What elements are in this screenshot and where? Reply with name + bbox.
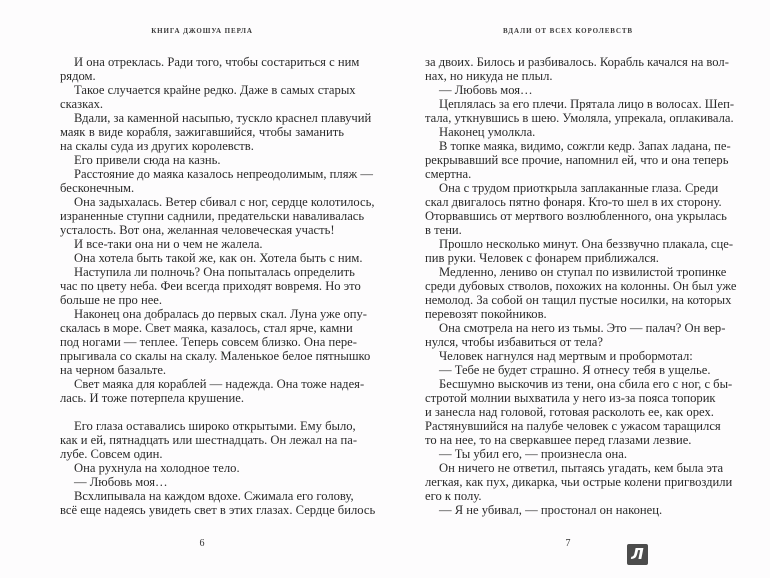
text-line: Прошло несколько минут. Она беззвучно плакала, сце- <box>439 237 734 251</box>
text-line: Растянувшийся на палубе человек с ужасом таращился <box>425 419 721 433</box>
text-line: Она смотрела на него из тьмы. Это — палач? Он вер- <box>439 321 726 335</box>
text-line: Медленно, лениво он ступал по извилистой тропинке <box>439 265 727 279</box>
text-line: — Любовь моя… <box>74 475 168 489</box>
text-line: на скалы суда из других королевств. <box>60 139 254 153</box>
text-line: — Я не убивал, — простонал он наконец. <box>439 503 663 517</box>
page-number-right: 7 <box>565 538 571 549</box>
text-line: прыгивала со скалы на скалу. Маленькое белое пятнышко <box>60 349 371 363</box>
text-line: Такое случается крайне редко. Даже в самых старых <box>74 83 356 97</box>
text-line: в тени. <box>425 223 462 237</box>
text-line: скал двигалось пятно фонаря. Кто-то шел в их сторону. <box>425 195 722 209</box>
text-line: И все-таки она ни о чем не жалела. <box>74 237 263 251</box>
text-line: час по цвету неба. Феи всегда приходят вовремя. Но это <box>60 279 361 293</box>
text-line: израненные ступни саднили, предательски наваливалась <box>60 209 365 223</box>
text-line: среди дубовых стволов, похожих на колонны. Он был уже <box>425 279 737 293</box>
text-line: его к полу. <box>425 489 482 503</box>
text-line: Она задыхалась. Ветер сбивал с ног, сердце колотилось, <box>74 195 375 209</box>
text-line: как и ей, пятнадцать или шестнадцать. Он лежал на па- <box>60 433 358 447</box>
text-line: нулся, чтобы избавиться от тела? <box>425 335 603 349</box>
text-line: перевозят покойников. <box>425 307 547 321</box>
text-line: всё еще надеясь увидеть свет в этих глазах. Сердце билось <box>60 503 376 517</box>
text-line: Оторвавшись от мертвого возлюбленного, она укрылась <box>425 209 727 223</box>
text-line: на черном базальте. <box>60 363 167 377</box>
text-line: — Любовь моя… <box>439 83 533 97</box>
text-line: Его привели сюда на казнь. <box>74 153 221 167</box>
text-line: рядом. <box>60 69 96 83</box>
text-line: немолод. За собой он тащил пустые носилки, на которых <box>425 293 732 307</box>
running-head-right: ВДАЛИ ОТ ВСЕХ КОРОЛЕВСТВ <box>503 27 633 35</box>
right-page <box>425 0 737 578</box>
text-line: нах, но никуда не плыл. <box>425 69 553 83</box>
text-line: И она отреклась. Ради того, чтобы состариться с ним <box>74 55 360 69</box>
text-line: легкая, как пух, дикарка, чьи острые колени пригвоздили <box>425 475 733 489</box>
text-line: рекрывавший все прочие, напомнил ей, что и она теперь <box>425 153 729 167</box>
text-line: бесконечным. <box>60 181 135 195</box>
text-line: Всхлипывала на каждом вдохе. Сжимала его голову, <box>74 489 354 503</box>
text-line: — Ты убил его, — произнесла она. <box>439 447 627 461</box>
text-line: Расстояние до маяка казалось непреодолимым, пляж — <box>74 167 373 181</box>
text-line: Она рухнула на холодное тело. <box>74 461 240 475</box>
text-line: Она хотела быть такой же, как он. Хотела быть с ним. <box>74 251 363 265</box>
text-line: Наступила ли полночь? Она попыталась определить <box>74 265 355 279</box>
text-line: Наконец она добралась до первых скал. Луна уже опу- <box>74 307 367 321</box>
text-line: Его глаза оставались широко открытыми. Ему было, <box>74 419 356 433</box>
left-page <box>60 0 376 578</box>
text-line: Свет маяка для кораблей — надежда. Она тоже надея- <box>74 377 365 391</box>
text-line: пив руки. Человек с фонарем приближался. <box>425 251 659 265</box>
text-line: Бесшумно выскочив из тени, она сбила его с ног, с бы- <box>439 377 733 391</box>
text-line: то на нее, то на сверкавшее перед глазами лезвие. <box>425 433 692 447</box>
text-line: смертна. <box>425 167 472 181</box>
text-line: лубе. Совсем один. <box>60 447 163 461</box>
text-line: Цеплялась за его плечи. Прятала лицо в волосах. Шеп- <box>439 97 735 111</box>
page-number-left: 6 <box>199 538 205 549</box>
labirint-logo-icon: Л <box>627 544 648 565</box>
text-line: скалась в море. Свет маяка, казалось, стал ярче, камни <box>60 321 353 335</box>
left-page-text <box>60 55 376 517</box>
running-head-left: КНИГА ДЖОШУА ПЕРЛА <box>151 27 253 35</box>
text-line: маяк в виде корабля, зажигавшийся, чтобы заманить <box>60 125 344 139</box>
paragraph-gap <box>60 405 344 419</box>
right-page-text <box>425 55 737 517</box>
text-line: — Тебе не будет страшно. Я отнесу тебя в ущелье. <box>439 363 711 377</box>
text-line: Наконец умолкла. <box>439 125 536 139</box>
text-line: сказках. <box>60 97 104 111</box>
text-line: Он ничего не ответил, пытаясь угадать, кем была эта <box>439 461 724 475</box>
text-line: В топке маяка, видимо, сожгли кедр. Запах ладана, пе- <box>439 139 731 153</box>
text-line: за двоих. Билось и разбивалось. Корабль качался на вол- <box>425 55 729 69</box>
text-line: усталость. Вот она, желанная человеческая участь! <box>60 223 335 237</box>
text-line: Человек нагнулся над мертвым и пробормотал: <box>439 349 693 363</box>
text-line: и занесла над головой, готовая расколоть ее, как орех. <box>425 405 714 419</box>
text-line: тала, уткнувшись в шею. Умоляла, упрекала, оплакивала. <box>425 111 734 125</box>
text-line: Она с трудом приоткрыла заплаканные глаза. Среди <box>439 181 719 195</box>
text-line: лась. И тоже потерпела крушение. <box>60 391 245 405</box>
text-line: Вдали, за каменной насыпью, тускло краснел плавучий <box>74 111 372 125</box>
text-line: стротой молнии выхватила у него из-за пояса топорик <box>425 391 716 405</box>
text-line: под ногами — теплее. Теперь совсем близко. Она пере- <box>60 335 357 349</box>
text-line: больше не про нее. <box>60 293 163 307</box>
